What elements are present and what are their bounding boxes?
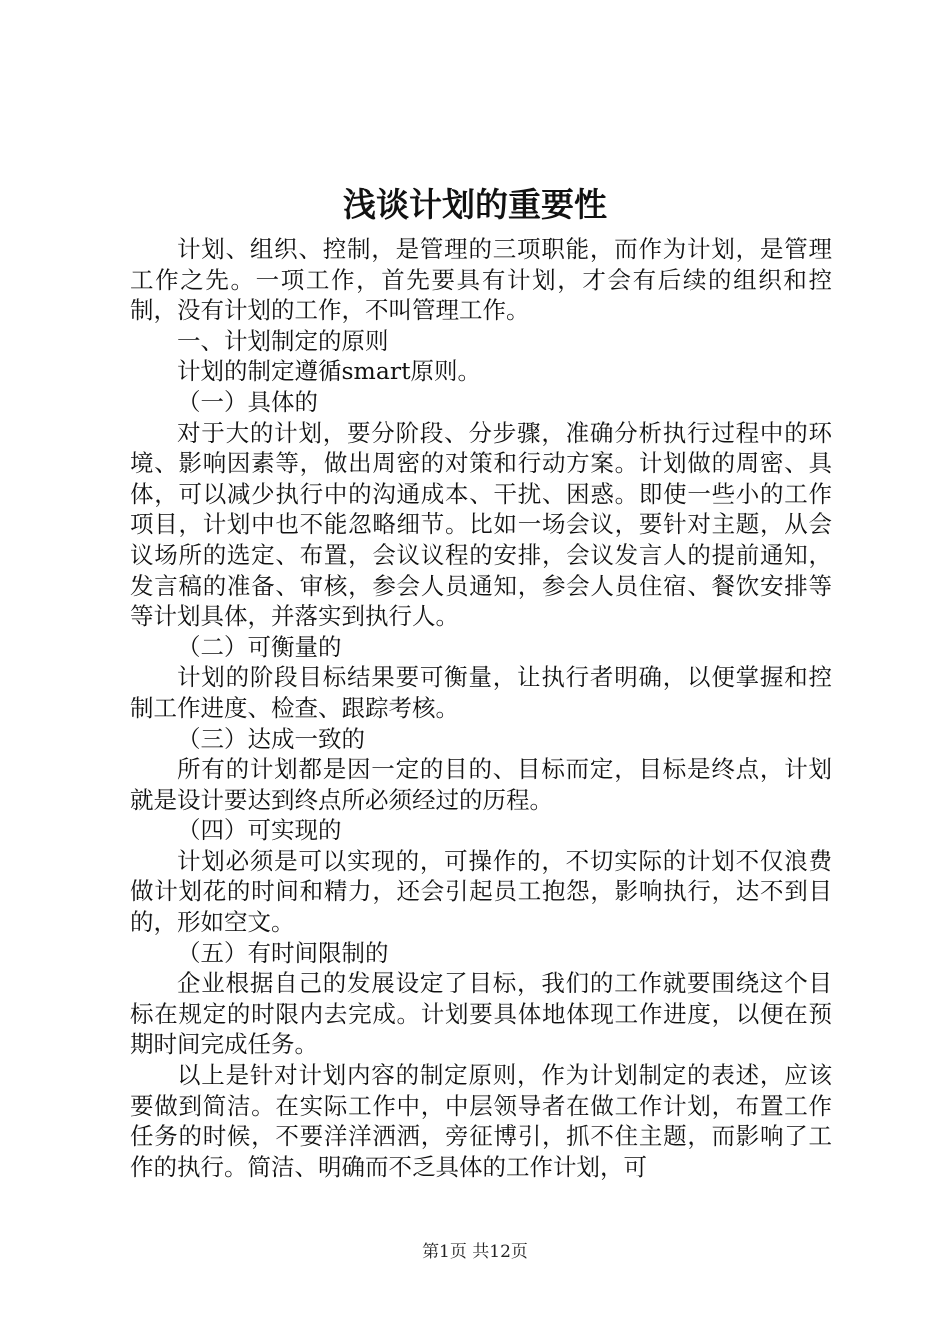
subsection-heading: （四）可实现的 (177, 816, 342, 845)
intro-paragraph: 计划、组织、控制，是管理的三项职能，而作为计划，是管理工作之先。一项工作，首先要具有计划，才会有后续的组织和控制，没有计划的工作，不叫管理工作。 (130, 235, 832, 325)
body-paragraph: 所有的计划都是因一定的目的、目标而定，目标是终点，计划就是设计要达到终点所必须经过的历程。 (130, 755, 832, 814)
subsection-heading: （一）具体的 (177, 387, 318, 416)
body-paragraph: 以上是针对计划内容的制定原则，作为计划制定的表述，应该要做到简洁。在实际工作中，中层领导者在做工作计划，布置工作任务的时候，不要洋洋洒洒，旁征博引，抓不住主题，而影响了工作的执行。简洁、明确而不乏具体的工作计划，可 (130, 1061, 832, 1181)
subsection-heading: （二）可衡量的 (177, 632, 342, 661)
body-paragraph: 计划的阶段目标结果要可衡量，让执行者明确，以便掌握和控制工作进度、检查、跟踪考核。 (130, 663, 832, 722)
subsection-heading: （五）有时间限制的 (177, 938, 389, 967)
page-number-footer: 第1页 共12页 (422, 1242, 528, 1262)
document-title: 浅谈计划的重要性 (343, 185, 607, 224)
document-body (130, 234, 832, 1182)
section-heading: 一、计划制定的原则 (177, 326, 389, 355)
body-paragraph: 计划必须是可以实现的，可操作的，不切实际的计划不仅浪费做计划花的时间和精力，还会引起员工抱怨，影响执行，达不到目的，形如空文。 (130, 846, 832, 937)
body-paragraph: 计划的制定遵循smart原则。 (177, 357, 482, 386)
body-paragraph: 企业根据自己的发展设定了目标，我们的工作就要围绕这个目标在规定的时限内去完成。计划要具体地体现工作进度，以便在预期时间完成任务。 (130, 969, 832, 1059)
body-paragraph: 对于大的计划，要分阶段、分步骤，准确分析执行过程中的环境、影响因素等，做出周密的对策和行动方案。计划做的周密、具体，可以减少执行中的沟通成本、干扰、困惑。即使一些小的工作项目，计划中也不能忽略细节。比如一场会议，要针对主题，从会议场所的选定、布置，会议议程的安排，会议发言人的提前通知，发言稿的准备、审核，参会人员通知，参会人员住宿、餐饮安排等等计划具体，并落实到执行人。 (130, 418, 832, 631)
subsection-heading: （三）达成一致的 (177, 724, 365, 753)
